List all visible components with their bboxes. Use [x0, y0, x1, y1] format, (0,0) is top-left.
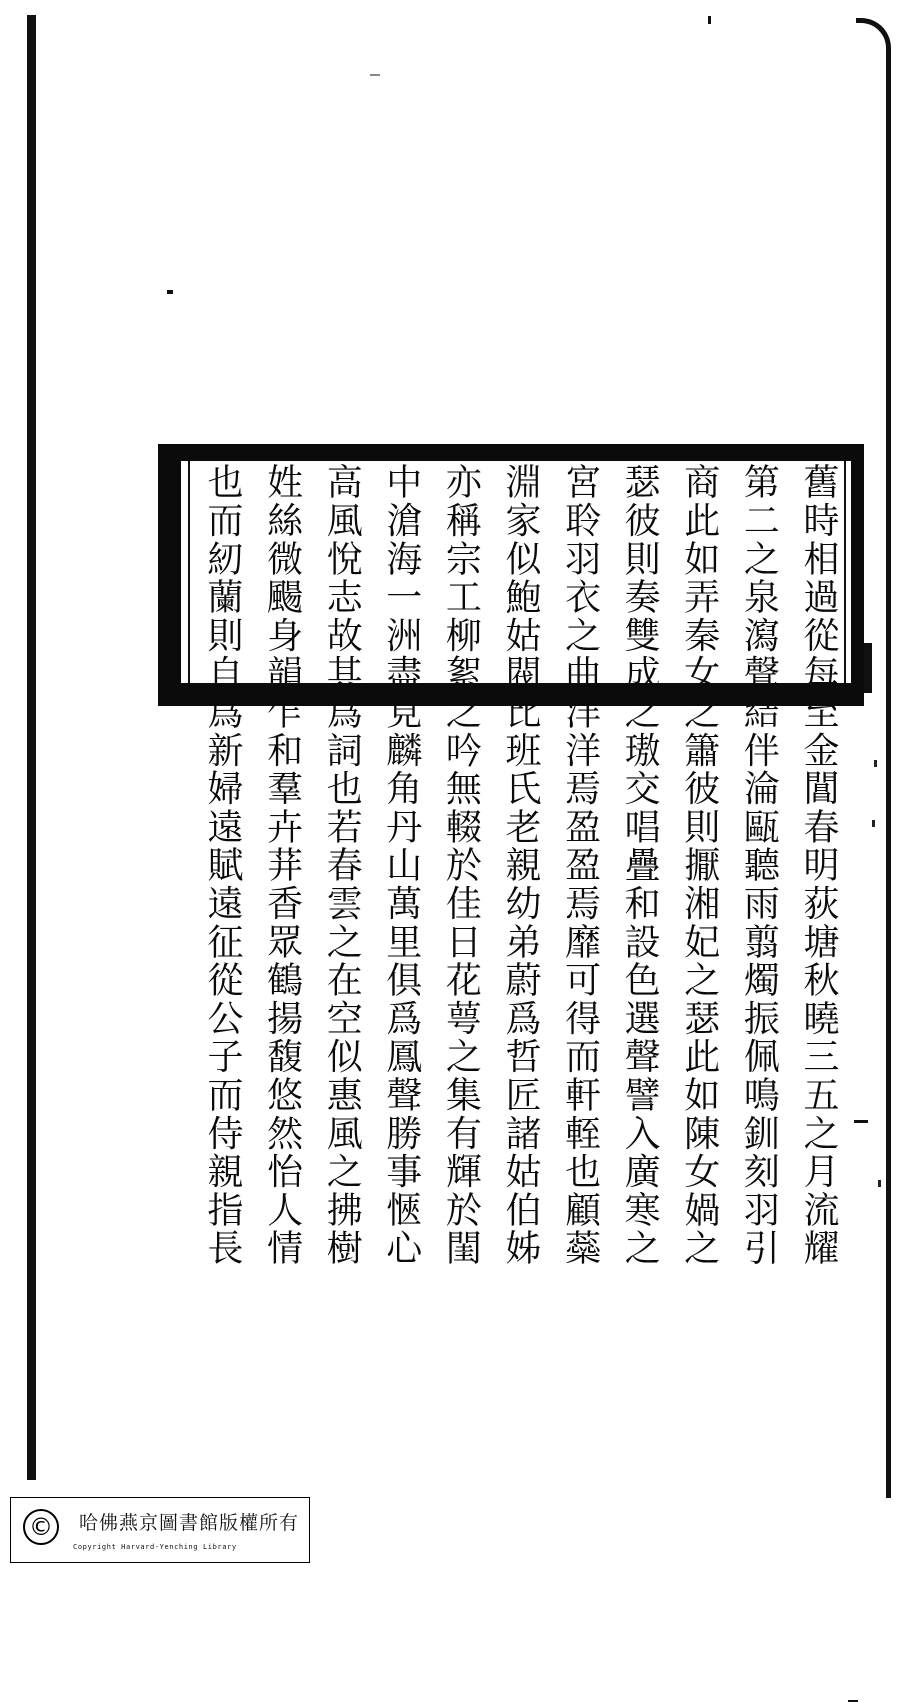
- ink-speck: [370, 74, 380, 76]
- text-column: 淵家似鮑姑閥比班氏老親幼弟蔚爲哲匠諸姑伯姊: [499, 463, 541, 1268]
- text-column: 商此如弄秦女之簫彼則擫湘妃之瑟此如陳女媧之: [678, 463, 720, 1268]
- text-column: 高風悅志故其爲詞也若春雲之在空似惠風之拂樹: [321, 463, 363, 1268]
- text-column: 舊時相過從每至金閶春明荻塘秋曉三五之月流耀: [797, 463, 839, 1268]
- edge-speck: [878, 1180, 881, 1187]
- copyright-icon: ©: [23, 1509, 59, 1545]
- text-column: 第二之泉瀉聲結伴淪甌聽雨翦燭振佩鳴釧刻羽引: [738, 463, 780, 1268]
- copyright-notice: [10, 1497, 310, 1563]
- text-column: 也而紉蘭則自爲新婦遠賦遠征從公子而侍親指長: [202, 463, 243, 1268]
- ink-speck: [708, 16, 711, 24]
- edge-speck: [874, 760, 877, 767]
- copyright-text-english: Copyright Harvard-Yenching Library: [73, 1543, 237, 1551]
- page-left-border: [27, 15, 36, 1480]
- text-column: 宮聆羽衣之曲洋洋焉盈盈焉靡可得而軒輊也顧蘂: [559, 463, 601, 1268]
- ink-speck: [167, 290, 173, 294]
- text-column: 亦稱宗工柳絮之吟無輟於佳日花萼之集有輝於閨: [440, 463, 482, 1268]
- edge-speck: [872, 820, 875, 827]
- text-columns: [198, 463, 842, 1268]
- page-right-edge: [848, 0, 900, 1500]
- page-fold-curve: [856, 18, 891, 1498]
- text-column: 姓絲微颺身韻乍和羣卉荓香眾鶴揚馥悠然怡人情: [261, 463, 303, 1268]
- edge-mark: [854, 1120, 868, 1123]
- copyright-text-chinese: 哈佛燕京圖書館版權所有: [79, 1512, 300, 1534]
- frame-inner-line-left: [188, 461, 190, 683]
- frame-inner-line-right: [844, 461, 846, 683]
- text-column: 瑟彼則奏雙成之璈交唱疊和設色選聲譬入廣寒之: [619, 463, 661, 1268]
- text-column: 中滄海一洲盡見麟角丹山萬里俱爲鳳聲勝事愜心: [380, 463, 422, 1268]
